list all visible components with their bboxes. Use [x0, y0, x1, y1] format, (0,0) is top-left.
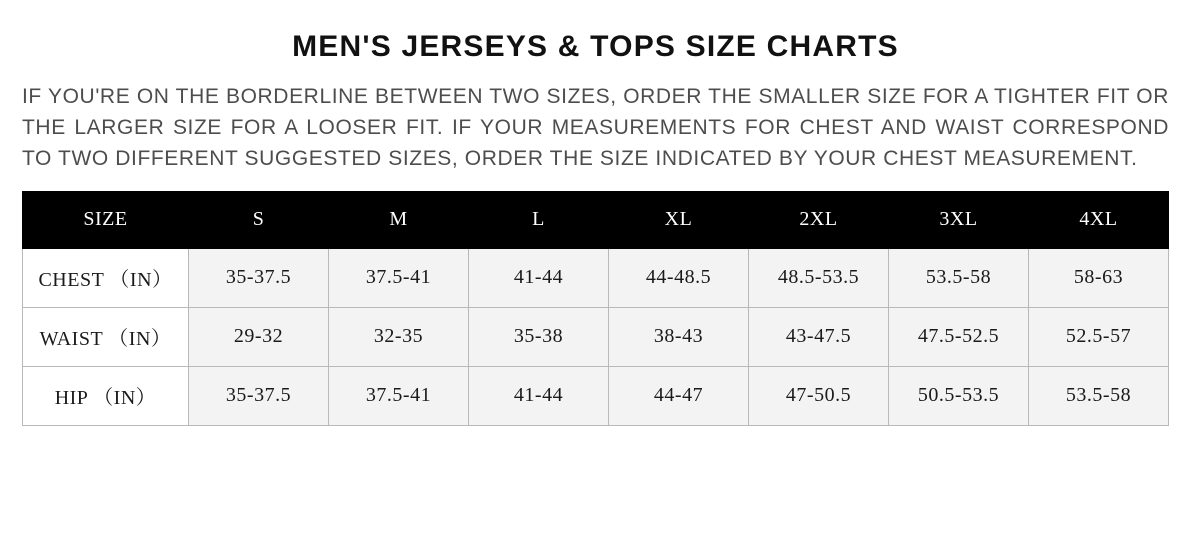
row-header-chest: CHEST （IN）: [23, 248, 189, 307]
column-header-4xl: 4XL: [1029, 191, 1169, 248]
cell-hip-l: 41-44: [469, 366, 609, 425]
cell-chest-xl: 44-48.5: [609, 248, 749, 307]
cell-hip-3xl: 50.5-53.5: [889, 366, 1029, 425]
cell-waist-l: 35-38: [469, 307, 609, 366]
cell-chest-2xl: 48.5-53.5: [749, 248, 889, 307]
column-header-3xl: 3XL: [889, 191, 1029, 248]
cell-chest-3xl: 53.5-58: [889, 248, 1029, 307]
cell-hip-2xl: 47-50.5: [749, 366, 889, 425]
table-row: [23, 248, 1169, 307]
column-header-size: SIZE: [23, 191, 189, 248]
cell-hip-m: 37.5-41: [329, 366, 469, 425]
column-header-m: M: [329, 191, 469, 248]
cell-waist-xl: 38-43: [609, 307, 749, 366]
cell-hip-4xl: 53.5-58: [1029, 366, 1169, 425]
cell-chest-m: 37.5-41: [329, 248, 469, 307]
cell-hip-xl: 44-47: [609, 366, 749, 425]
cell-waist-s: 29-32: [189, 307, 329, 366]
cell-waist-m: 32-35: [329, 307, 469, 366]
size-chart-page: [0, 30, 1191, 540]
intro-paragraph: IF YOU'RE ON THE BORDERLINE BETWEEN TWO SIZES, ORDER THE SMALLER SIZE FOR A TIGHTER FIT OR THE LARGER SIZE FOR A LOOSER FIT. IF YOUR MEASUREMENTS FOR CHEST AND WAIST CORRESPOND TO TWO DIFFERENT SUGGESTED SIZES, ORDER THE SIZE INDICATED BY YOUR CHEST MEASUREMENT.: [22, 85, 1169, 170]
table-body: [23, 248, 1169, 425]
cell-chest-4xl: 58-63: [1029, 248, 1169, 307]
column-header-xl: XL: [609, 191, 749, 248]
column-header-2xl: 2XL: [749, 191, 889, 248]
row-header-hip: HIP （IN）: [23, 366, 189, 425]
size-chart-table-wrap: [22, 191, 1169, 426]
row-header-waist: WAIST （IN）: [23, 307, 189, 366]
table-row: [23, 366, 1169, 425]
cell-waist-2xl: 43-47.5: [749, 307, 889, 366]
size-chart-table: [22, 191, 1169, 426]
column-header-s: S: [189, 191, 329, 248]
column-header-l: L: [469, 191, 609, 248]
cell-waist-3xl: 47.5-52.5: [889, 307, 1029, 366]
cell-chest-s: 35-37.5: [189, 248, 329, 307]
page-title: MEN'S JERSEYS & TOPS SIZE CHARTS: [292, 30, 899, 63]
table-row: [23, 307, 1169, 366]
cell-hip-s: 35-37.5: [189, 366, 329, 425]
table-header-row: [23, 191, 1169, 248]
cell-chest-l: 41-44: [469, 248, 609, 307]
cell-waist-4xl: 52.5-57: [1029, 307, 1169, 366]
table-header: [23, 191, 1169, 248]
